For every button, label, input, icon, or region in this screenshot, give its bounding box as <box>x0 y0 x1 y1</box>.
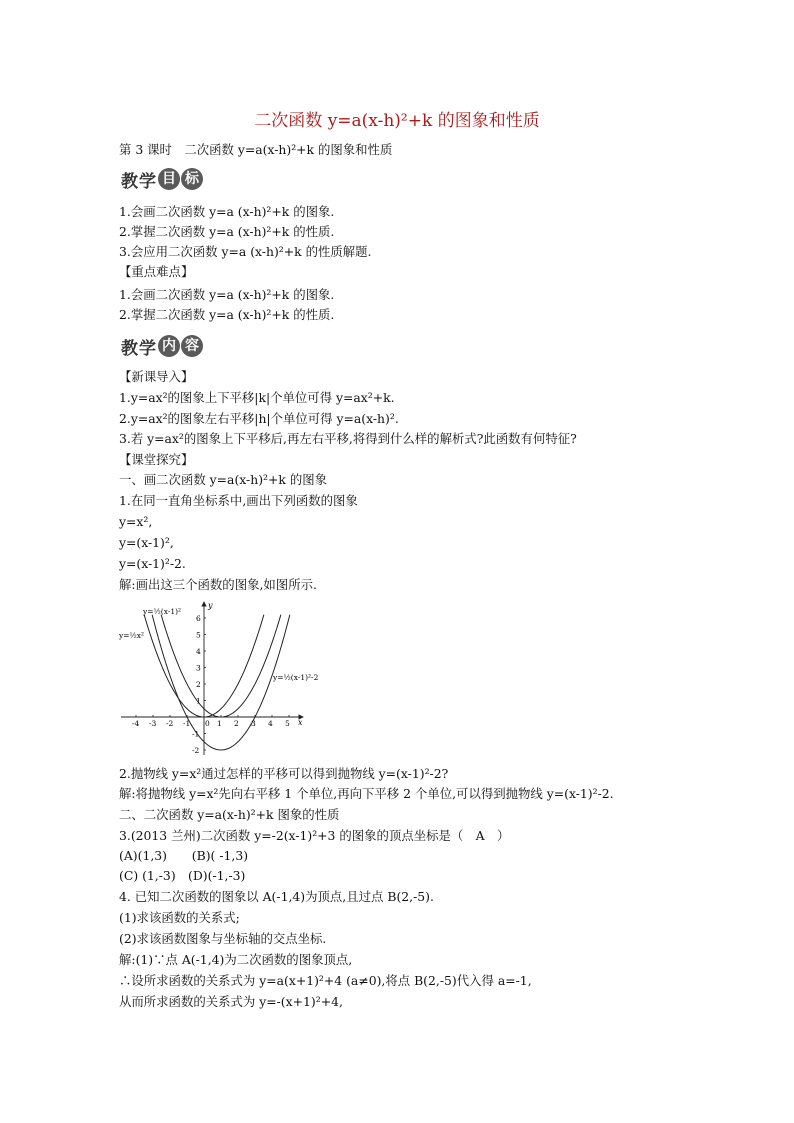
intro-item: 2.y=ax²的图象左右平移|h|个单位可得 y=a(x-h)². <box>119 411 399 426</box>
question-4: 4. 已知二次函数的图象以 A(-1,4)为顶点,且过点 B(2,-5). <box>119 889 434 904</box>
question-4-part-1: (1)求该函数的关系式; <box>119 910 240 925</box>
key-point-item: 2.掌握二次函数 y=a (x-h)²+k 的性质. <box>119 307 335 322</box>
y-tick-label: -1 <box>192 729 200 739</box>
curve-label-shifted-down: y=½(x-1)²-2 <box>273 673 319 682</box>
intro-item: 3.若 y=ax²的图象上下平移后,再左右平移,将得到什么样的解析式?此函数有何特征? <box>119 431 577 446</box>
section-content-disc-1: 内 <box>158 335 180 357</box>
y-tick-label: 5 <box>196 630 201 640</box>
curve-shifted <box>161 615 281 717</box>
curves <box>144 615 290 750</box>
lesson-subtitle: 第 3 课时 二次函数 y=a(x-h)²+k 的图象和性质 <box>119 142 393 157</box>
parabola-graph <box>117 600 332 760</box>
explore-label: 【课堂探究】 <box>119 452 194 467</box>
y-axis-label: y <box>208 601 213 610</box>
part1-title: 一、画二次函数 y=a(x-h)²+k 的图象 <box>119 472 328 487</box>
intro-label: 【新课导入】 <box>119 369 194 384</box>
goal-item: 3.会应用二次函数 y=a (x-h)²+k 的性质解题. <box>119 244 372 259</box>
y-tick-label: 1 <box>196 696 201 706</box>
x-tick-label: 4 <box>268 719 273 728</box>
axis-ticks <box>132 614 290 755</box>
x-tick-label: 5 <box>285 719 290 728</box>
section-goals-disc-2: 标 <box>181 168 203 190</box>
question-4-part-2: (2)求该函数图象与坐标轴的交点坐标. <box>119 931 327 946</box>
intro-item: 1.y=ax²的图象上下平移|k|个单位可得 y=ax²+k. <box>119 390 395 405</box>
solution-1: 解:画出这三个函数的图象,如图所示. <box>119 577 317 592</box>
solution-4-line-2: ∴设所求函数的关系式为 y=a(x+1)²+4 (a≠0),将点 B(2,-5)代入得 a=-1, <box>119 973 532 988</box>
question-2: 2.抛物线 y=x²通过怎样的平移可以得到抛物线 y=(x-1)²-2? <box>119 766 449 781</box>
y-tick-label: 2 <box>196 680 201 689</box>
solution-2: 解:将抛物线 y=x²先向右平移 1 个单位,再向下平移 2 个单位,可以得到抛物线 y=(x-1)²-2. <box>119 786 614 801</box>
goal-item: 1.会画二次函数 y=a (x-h)²+k 的图象. <box>119 204 335 219</box>
solution-4-line-1: 解:(1)∵点 A(-1,4)为二次函数的图象顶点, <box>119 952 353 967</box>
y-tick-label: 6 <box>196 614 201 623</box>
section-goals-disc-1: 目 <box>158 168 180 190</box>
function-item: y=(x-1)²-2. <box>119 556 186 571</box>
key-point-item: 1.会画二次函数 y=a (x-h)²+k 的图象. <box>119 287 335 302</box>
x-axis-label: x <box>298 718 303 727</box>
key-points-label: 【重点难点】 <box>119 264 194 279</box>
question-3: 3.(2013 兰州)二次函数 y=-2(x-1)²+3 的图象的顶点坐标是（ A ） <box>119 828 510 843</box>
y-tick-label: -2 <box>192 746 200 755</box>
x-tick-label: -3 <box>149 719 157 728</box>
section-goals-header <box>121 166 203 192</box>
y-tick-label: 3 <box>196 663 201 673</box>
section-content-header <box>121 333 203 359</box>
curve-label-base: y=½x² <box>119 631 145 640</box>
part2-title: 二、二次函数 y=a(x-h)²+k 图象的性质 <box>119 807 340 822</box>
x-tick-label: 1 <box>217 719 222 728</box>
question-1: 1.在同一直角坐标系中,画出下列函数的图象 <box>119 493 358 508</box>
question-3-options-2: (C) (1,-3) (D)(-1,-3) <box>119 868 246 883</box>
x-tick-label: -1 <box>183 719 191 728</box>
y-tick-label: 4 <box>196 647 201 656</box>
curve-shifted-down <box>152 615 290 750</box>
question-3-options-1: (A)(1,3) (B)( -1,3) <box>119 848 249 863</box>
solution-4-line-3: 从而所求函数的关系式为 y=-(x+1)²+4, <box>119 994 343 1009</box>
function-item: y=(x-1)², <box>119 535 174 550</box>
x-tick-label: -2 <box>166 719 174 728</box>
section-content-text: 教学 <box>121 338 157 359</box>
x-tick-label: 0 <box>205 719 210 728</box>
goal-item: 2.掌握二次函数 y=a (x-h)²+k 的性质. <box>119 224 335 239</box>
curve-label-shifted: y=½(x-1)² <box>143 607 182 616</box>
x-tick-label: -4 <box>132 719 140 728</box>
section-content-disc-2: 容 <box>181 335 203 357</box>
function-item: y=x², <box>119 514 153 529</box>
section-goals-text: 教学 <box>121 171 157 192</box>
page-title: 二次函数 y=a(x-h)²+k 的图象和性质 <box>254 111 540 131</box>
x-tick-label: 3 <box>251 719 256 728</box>
x-tick-label: 2 <box>234 719 239 728</box>
